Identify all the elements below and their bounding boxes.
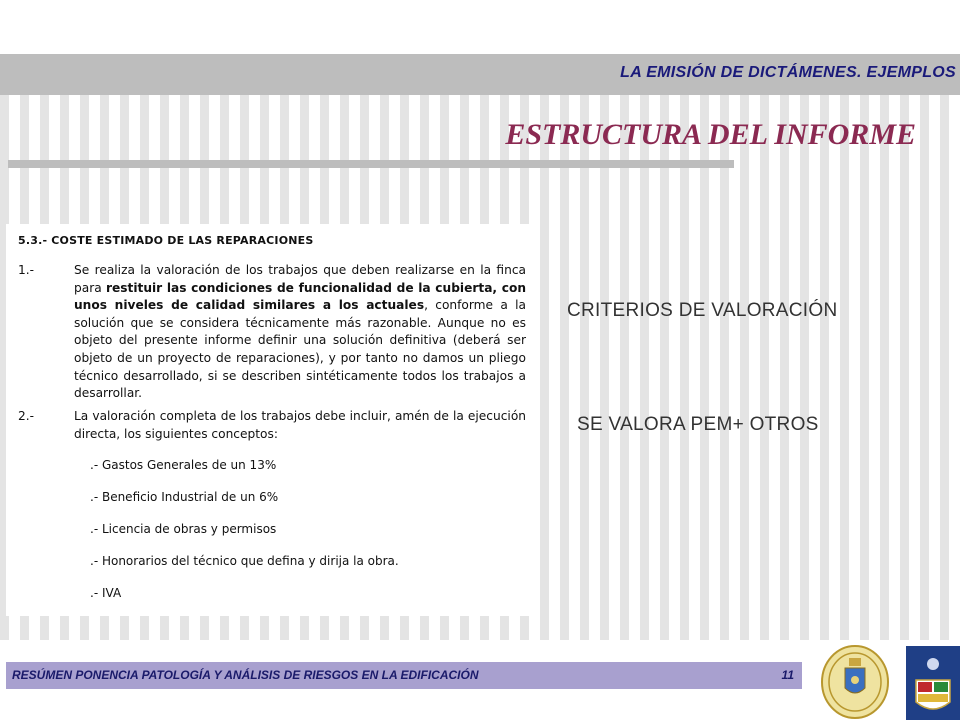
paragraph-text <box>74 262 526 403</box>
list-item: .- Beneficio Industrial de un 6% <box>90 490 279 504</box>
page-title: ESTRUCTURA DEL INFORME <box>505 118 916 151</box>
paragraph-number: 1.- <box>18 263 35 277</box>
list-item: .- Gastos Generales de un 13% <box>90 458 277 472</box>
university-seal-icon <box>820 644 890 720</box>
footer-text: RESÚMEN PONENCIA PATOLOGÍA Y ANÁLISIS DE RIESGOS EN LA EDIFICACIÓN <box>12 668 479 682</box>
paragraph-1 <box>18 262 526 403</box>
paragraph-text-a: Se realiza la valoración de los trabajos que deben realizarse en la finca para <box>74 263 526 295</box>
document-excerpt <box>6 224 538 616</box>
paragraph-2 <box>18 408 526 443</box>
document-heading: 5.3.- COSTE ESTIMADO DE LAS REPARACIONES <box>18 234 314 247</box>
page-number: 11 <box>781 668 794 682</box>
footer-bar <box>6 662 802 689</box>
valuation-label: SE VALORA PEM+ OTROS <box>577 414 819 435</box>
list-item: .- Honorarios del técnico que defina y dirija la obra. <box>90 554 399 568</box>
paragraph-bold-text: restituir las condiciones de funcionalidad de la cubierta, con unos niveles de calidad similares a los actuales <box>74 280 526 313</box>
paragraph-text-b: , conforme a la solución que se considera técnicamente más razonable. Aunque no es objeto del presente informe definir una solución definitiva (deberá ser objeto de un proyecto de reparaciones), y por tanto no damos un pliego técnico desarrollado, si se describen sintéticamente todos los trabajos a desarrollar. <box>74 298 526 401</box>
title-divider <box>8 160 734 168</box>
criteria-label: CRITERIOS DE VALORACIÓN <box>567 300 838 321</box>
list-item: .- Licencia de obras y permisos <box>90 522 277 536</box>
header-subtitle: LA EMISIÓN DE DICTÁMENES. EJEMPLOS <box>620 64 956 81</box>
university-crest-icon <box>906 646 960 720</box>
paragraph-text: La valoración completa de los trabajos debe incluir, amén de la ejecución directa, los siguientes conceptos: <box>74 409 526 441</box>
list-item: .- IVA <box>90 586 122 600</box>
paragraph-number: 2.- <box>18 409 35 423</box>
